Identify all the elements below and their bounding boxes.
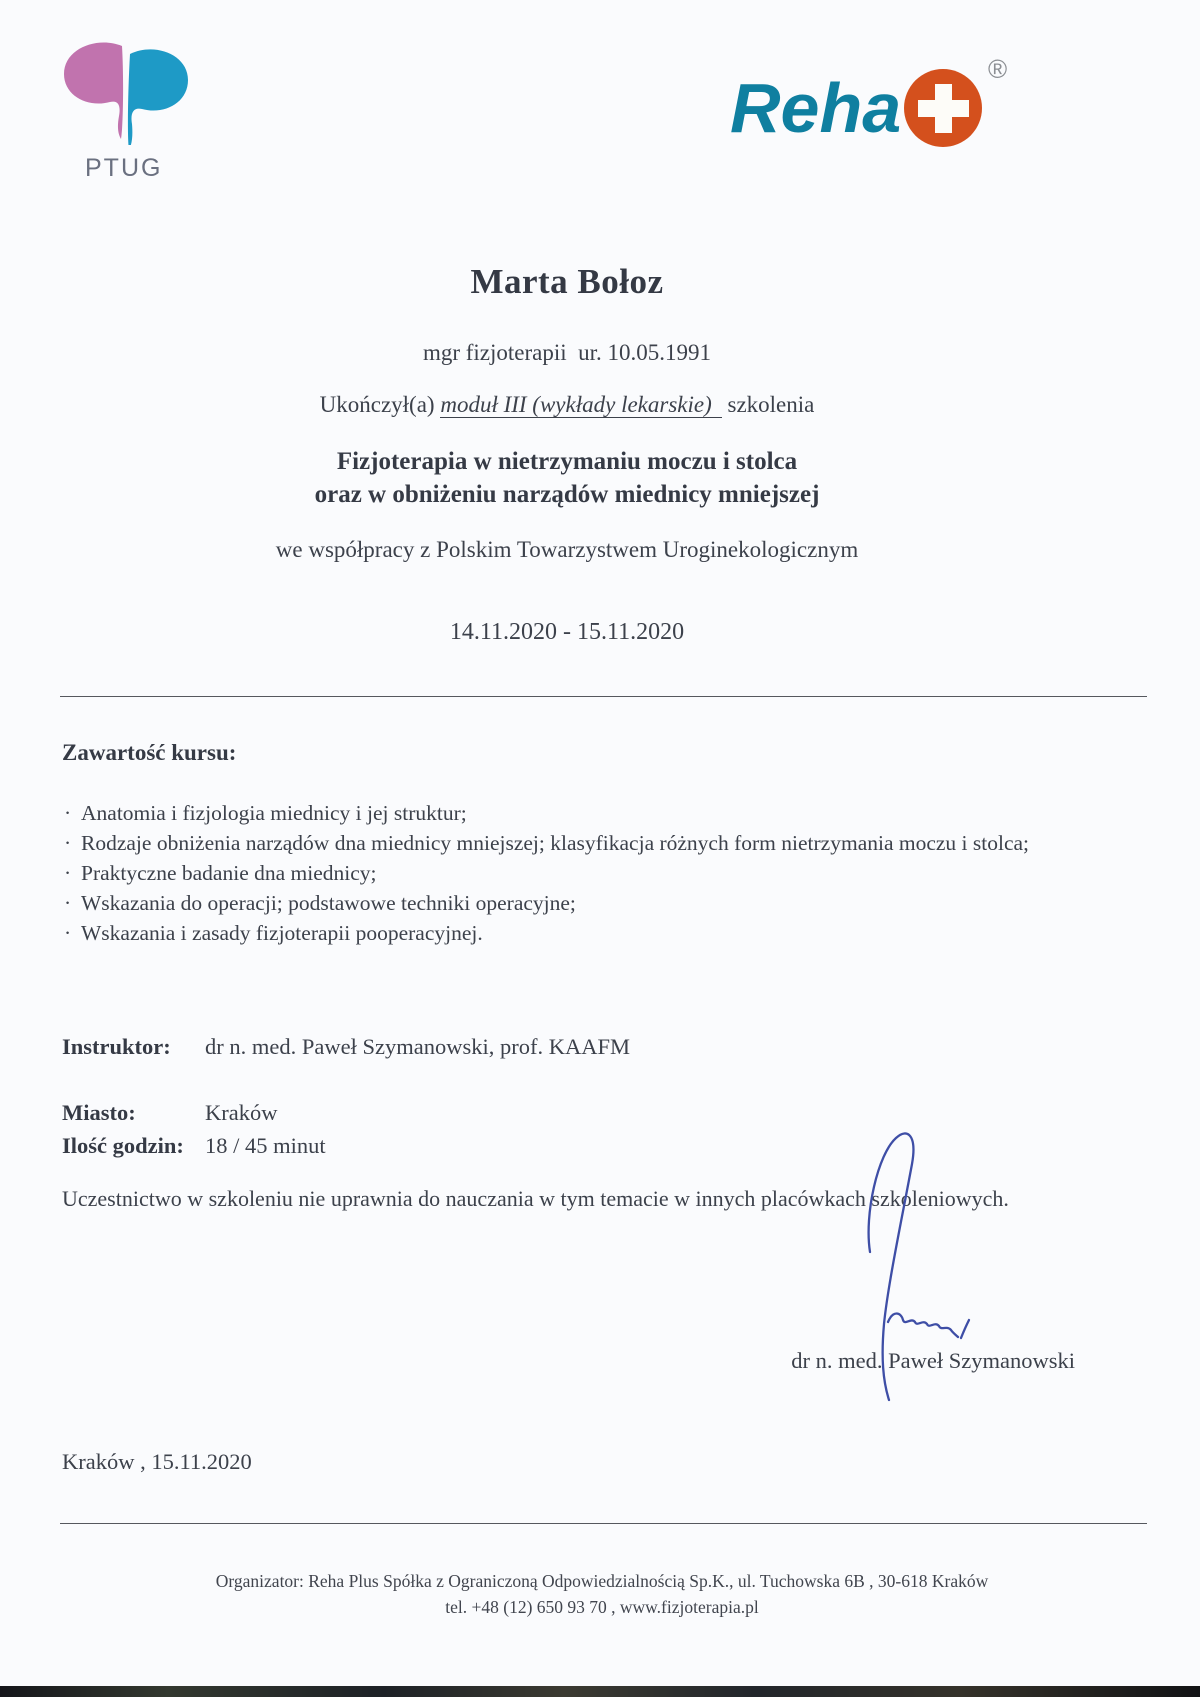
instructor-row (62, 1034, 630, 1060)
ptug-pink-drop-icon (64, 42, 123, 139)
course-content-item (62, 888, 1154, 918)
ptug-drops-icon (56, 40, 196, 145)
scan-edge-artifact (0, 1686, 1200, 1697)
course-content-heading: Zawartość kursu: (62, 740, 237, 765)
reha-registered-mark: ® (988, 54, 1008, 84)
instructor-value: dr n. med. Paweł Szymanowski, prof. KAAFM (205, 1034, 630, 1059)
course-title-line2: oraz w obniżeniu narządów miednicy mniejszej (314, 481, 820, 508)
hours-row (62, 1133, 326, 1159)
course-title-line1: Fizjoterapia w nietrzymaniu moczu i stolca (336, 448, 798, 475)
signature-tick-stroke (961, 1320, 969, 1338)
course-dates: 14.11.2020 - 15.11.2020 (449, 619, 685, 645)
course-content-item (62, 918, 1154, 948)
disclaimer-text: Uczestnictwo w szkoleniu nie uprawnia do nauczania w tym temacie w innych placówkach szkoleniowych. (62, 1186, 1009, 1211)
cooperation-line: we współpracy z Polskim Towarzystwem Uroginekologicznym (275, 537, 859, 562)
reha-wordmark: Reha (730, 69, 902, 147)
ptug-label: PTUG (85, 154, 163, 182)
signature-squiggle-stroke (888, 1314, 958, 1338)
course-content-item-text: Wskazania do operacji; podstawowe techniki operacyjne; (81, 891, 576, 915)
ptug-blue-drop-icon (128, 49, 188, 145)
course-content-list (62, 798, 1154, 948)
place-date: Kraków , 15.11.2020 (62, 1449, 252, 1474)
divider-top (60, 696, 1147, 697)
course-content-item-text: Wskazania i zasady fizjoterapii pooperacyjnej. (81, 921, 483, 945)
organizer-line1: Organizator: Reha Plus Spółka z Ograniczoną Odpowiedzialnością Sp.K., ul. Tuchowska 6B , 30-618 Kraków (215, 1571, 989, 1591)
signatory-name: dr n. med. Paweł Szymanowski (791, 1348, 1075, 1373)
completion-prefix: Ukończył(a) (319, 392, 441, 417)
hours-value: 18 / 45 minut (205, 1133, 326, 1158)
course-content-item-text: Anatomia i fizjologia miednicy i jej struktur; (81, 801, 467, 825)
reha-logo-graphic (726, 50, 1026, 162)
completion-suffix: szkolenia (721, 392, 815, 417)
course-content-item (62, 798, 1154, 828)
completion-line (62, 392, 1072, 418)
city-label: Miasto: (62, 1100, 136, 1125)
reha-logo (726, 50, 1026, 167)
organizer-footer (62, 1568, 1142, 1620)
city-row (62, 1100, 277, 1126)
instructor-label: Instruktor: (62, 1034, 171, 1059)
completed-module: moduł III (wykłady lekarskie) (440, 392, 721, 418)
city-value: Kraków (205, 1100, 278, 1125)
hours-label: Ilość godzin: (62, 1133, 184, 1158)
recipient-name: Marta Bołoz (470, 262, 664, 301)
recipient-details: mgr fizjoterapii ur. 10.05.1991 (422, 340, 712, 365)
divider-bottom (60, 1523, 1147, 1524)
ptug-logo (56, 40, 206, 183)
course-content-item (62, 828, 1154, 858)
organizer-line2: tel. +48 (12) 650 93 70 , www.fizjoterapia.pl (445, 1597, 759, 1617)
course-content-item-text: Praktyczne badanie dna miednicy; (81, 861, 377, 885)
course-content-item (62, 858, 1154, 888)
course-content-item-text: Rodzaje obniżenia narządów dna miednicy mniejszej; klasyfikacja różnych form nietrzymania moczu i stolca; (81, 831, 1030, 855)
